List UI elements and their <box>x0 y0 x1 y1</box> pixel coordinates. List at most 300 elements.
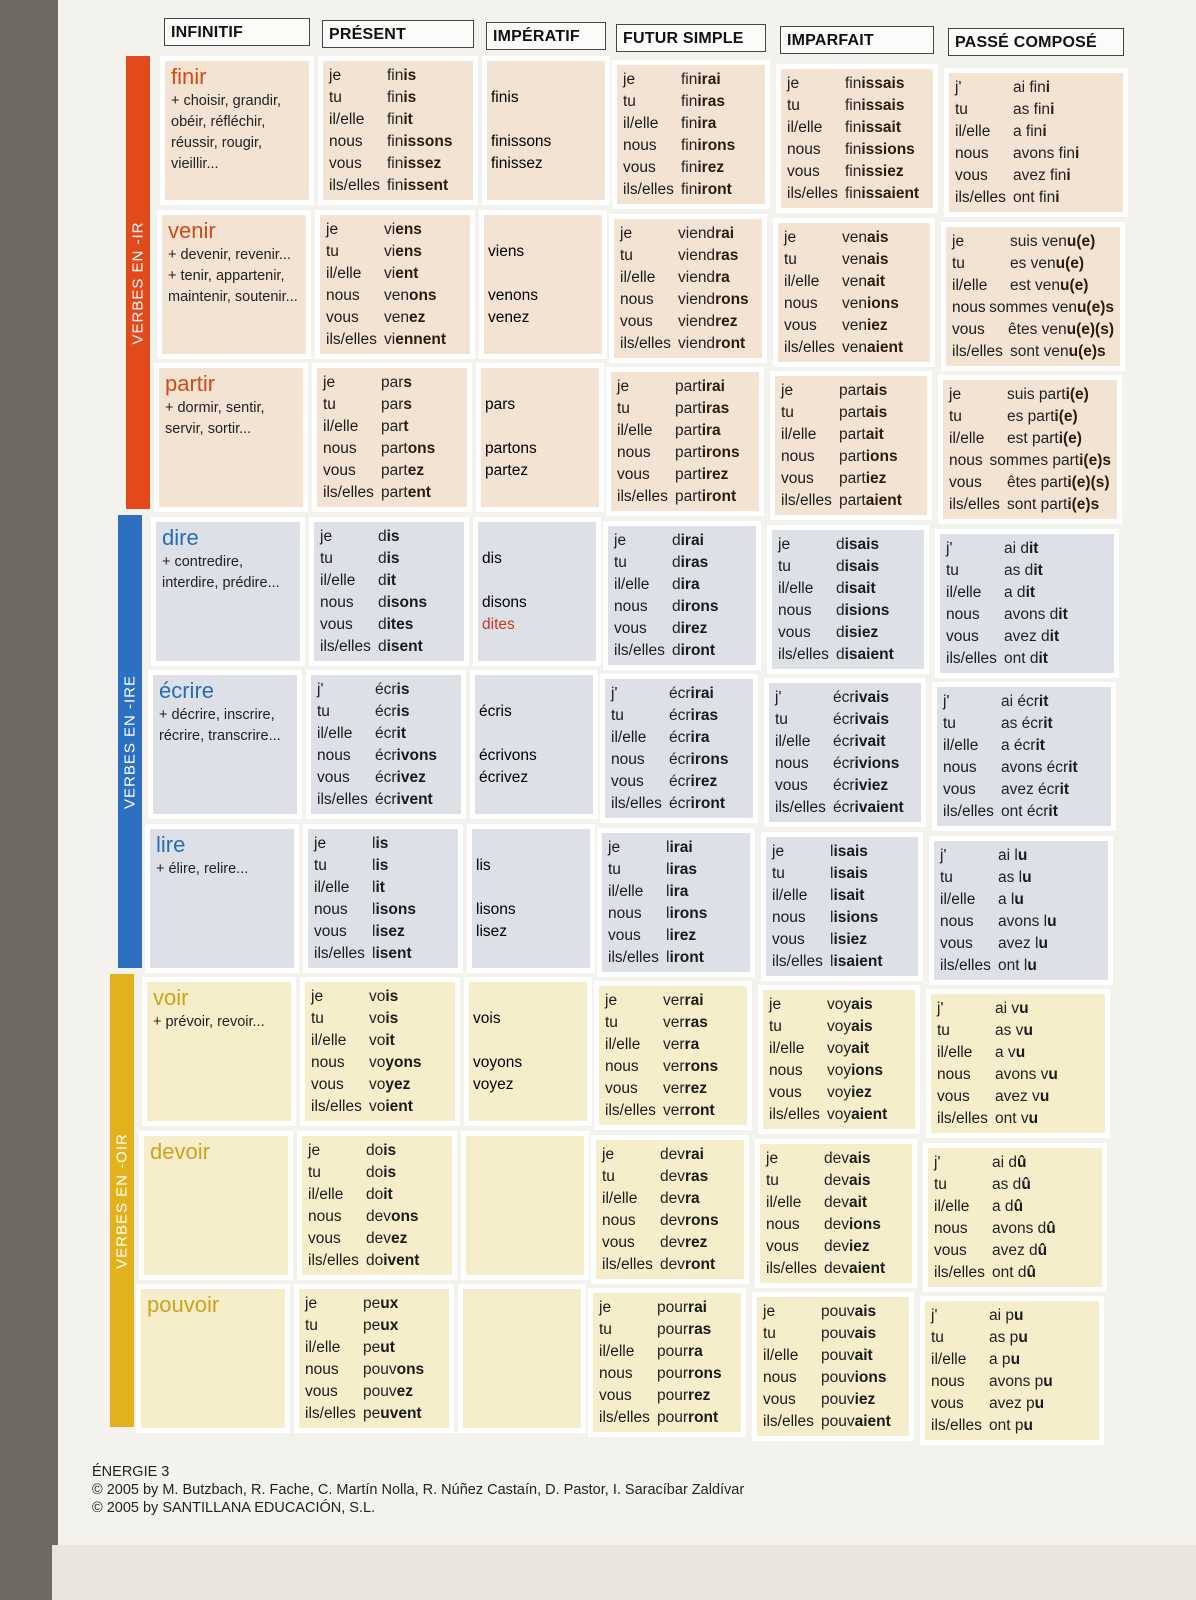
verb-form <box>663 1012 708 1034</box>
verb-form <box>989 1327 1028 1349</box>
pronoun: ils/elles <box>611 795 662 812</box>
pronoun: nous <box>934 1219 968 1237</box>
verb-ending: it <box>1058 605 1068 623</box>
verb-ending: it <box>1059 781 1070 798</box>
verb-stem: dev <box>824 1149 849 1167</box>
verb-stem: dev <box>660 1189 685 1207</box>
verb-form <box>833 709 889 731</box>
conjugation-row <box>620 267 756 289</box>
conjugation-row <box>943 757 1105 779</box>
verb-form <box>830 951 883 973</box>
verb-ending: is <box>375 834 389 852</box>
verb-form <box>381 482 431 504</box>
verb-ending: u <box>1043 1373 1053 1390</box>
imperatif-cell-partir <box>480 367 600 508</box>
pronoun: ils/elles <box>769 1106 820 1123</box>
pronoun: vous <box>605 1080 638 1097</box>
verb-ending: irai <box>680 531 704 549</box>
pronoun: ils/elles <box>946 649 997 667</box>
verb-ending: ent <box>395 264 419 282</box>
pronoun: je <box>305 1295 318 1312</box>
verb-form <box>666 925 696 947</box>
pronoun: ils/elles <box>317 791 368 808</box>
conjugation-row <box>314 899 452 921</box>
pronoun: nous <box>784 294 818 312</box>
conjugation-row <box>311 1074 449 1096</box>
verb-form <box>995 1020 1033 1042</box>
pronoun: nous <box>943 759 977 776</box>
verb-stem: est ven <box>1010 276 1060 294</box>
verb-form <box>827 1016 873 1038</box>
pronoun: il/elle <box>329 111 365 128</box>
verb-stem: êtes part <box>1007 474 1068 491</box>
verb-stem: fin <box>387 177 404 194</box>
pronoun: nous <box>317 747 351 764</box>
conjugation-row <box>605 1056 741 1078</box>
verb-stem: as fin <box>1013 101 1051 118</box>
verb-stem: avez écr <box>1001 781 1060 798</box>
verb-form <box>375 701 409 723</box>
imperatif-form: lis <box>476 856 491 874</box>
verb-stem: a p <box>989 1351 1011 1368</box>
verb-form <box>833 797 904 819</box>
pronoun: je <box>599 1299 612 1316</box>
conjugation-row <box>940 889 1102 911</box>
verb-ending: i <box>1066 167 1071 184</box>
verb-form <box>663 1034 699 1056</box>
verb-form <box>1013 99 1054 121</box>
verb-ending: u <box>1023 1417 1033 1434</box>
verb-ending: u <box>1010 1351 1021 1368</box>
verb-form <box>827 1104 887 1126</box>
imperatif-cell-dire <box>477 521 597 662</box>
futur-cell-venir <box>613 218 763 359</box>
conjugation-row <box>778 644 918 666</box>
verb-stem: pouv <box>821 1413 855 1430</box>
verb-stem: pe <box>363 1317 381 1334</box>
pronoun: ils/elles <box>602 1255 653 1273</box>
verb-ending: isiez <box>844 623 879 641</box>
pronoun: il/elle <box>934 1197 970 1215</box>
pronoun: il/elle <box>314 878 350 896</box>
verb-stem: pour <box>657 1343 689 1360</box>
verb-stem: vi <box>384 264 396 282</box>
infinitive-cell-dire <box>155 521 301 662</box>
verb-ending: u <box>1017 846 1028 864</box>
verb-form <box>1001 735 1045 757</box>
conjugation-row <box>326 219 464 241</box>
conjugation-row <box>763 1301 903 1323</box>
verb-ending: u <box>1047 912 1057 930</box>
verb-stem: l <box>830 908 834 926</box>
verb-stem: part <box>675 488 702 505</box>
pronoun: ils/elles <box>940 956 991 974</box>
pronoun: tu <box>305 1317 318 1334</box>
verb-stem: écr <box>833 711 855 728</box>
verb-form <box>387 131 452 153</box>
pronoun: vous <box>329 155 362 172</box>
verb-ending: rai <box>685 1145 704 1163</box>
verb-ending: ais <box>854 1303 877 1320</box>
imperatif-form: lisons <box>476 900 516 918</box>
pronoun: vous <box>937 1088 970 1105</box>
imperatif-cell-venir <box>483 214 603 355</box>
verb-stem: avons d <box>992 1219 1047 1237</box>
pronoun: vous <box>608 926 641 944</box>
verb-form <box>845 139 915 161</box>
verb-form <box>372 877 385 899</box>
imperatif-form: écrivons <box>479 747 537 764</box>
pronoun: tu <box>784 250 797 268</box>
verb-form <box>378 592 427 614</box>
pronoun: tu <box>949 408 962 425</box>
verb-form <box>836 622 878 644</box>
verb-form <box>833 775 888 797</box>
verb-stem: écr <box>833 689 855 706</box>
conjugation-row <box>599 1407 735 1429</box>
verb-stem: part <box>675 422 702 439</box>
conjugation-row <box>608 947 744 969</box>
verb-stem: voy <box>827 1062 852 1079</box>
pronoun: nous <box>308 1207 342 1225</box>
pronoun: il/elle <box>778 579 814 597</box>
pronoun: nous <box>937 1066 971 1083</box>
verb-stem: voy <box>827 996 852 1013</box>
verb-ending: irai <box>701 378 725 395</box>
verb-stem: par <box>381 418 404 435</box>
conjugation-row <box>317 789 455 811</box>
verb-stem: vo <box>369 1010 386 1027</box>
conjugation-row <box>769 1082 909 1104</box>
conjugation-row <box>308 1228 446 1250</box>
conjugation-row <box>769 1060 909 1082</box>
verb-stem: vo <box>369 988 386 1005</box>
pronoun: ils/elles <box>955 189 1006 206</box>
verb-form <box>678 267 730 289</box>
verb-ending: ons <box>391 1207 419 1225</box>
verb-form <box>678 289 749 311</box>
verb-stem: fin <box>845 97 862 114</box>
imperatif-form: finissons <box>491 133 552 150</box>
verb-stem: ven <box>842 294 867 312</box>
verb-ending: is <box>385 1010 399 1027</box>
conjugation-row <box>778 622 918 644</box>
verb-stem: d <box>836 557 845 575</box>
verb-stem: es part <box>1007 408 1055 425</box>
verb-form <box>1013 77 1050 99</box>
column-header-3: FUTUR SIMPLE <box>616 24 766 52</box>
similar-verbs-line: + choisir, grandir, <box>171 93 282 109</box>
pronoun: vous <box>781 470 814 487</box>
pronoun: tu <box>946 561 959 579</box>
present-cell-partir <box>316 367 468 508</box>
verb-ending: ent <box>407 484 431 501</box>
verb-form <box>992 1196 1023 1218</box>
pronoun: il/elle <box>946 583 982 601</box>
conjugation-row <box>946 604 1108 626</box>
verb-ending: is <box>383 1141 397 1159</box>
verb-form <box>675 464 728 486</box>
pronoun: vous <box>949 474 982 491</box>
conjugation-row <box>305 1359 443 1381</box>
conjugation-row <box>946 648 1108 670</box>
verb-stem: viend <box>678 334 716 352</box>
verb-form <box>672 574 700 596</box>
pronoun: nous <box>952 298 986 316</box>
verb-form <box>839 380 887 402</box>
conjugation-row <box>599 1385 735 1407</box>
verb-form <box>681 179 732 201</box>
conjugation-row <box>614 552 750 574</box>
verb-stem: avez fin <box>1013 167 1067 184</box>
present-cell-pouvoir <box>298 1288 450 1429</box>
verb-stem: écr <box>375 769 397 786</box>
conjugation-row <box>784 249 924 271</box>
pronoun: vous <box>763 1391 796 1408</box>
conjugation-row <box>934 1196 1096 1218</box>
pronoun: ils/elles <box>323 484 374 501</box>
pronoun: ils/elles <box>326 330 377 348</box>
present-cell-venir <box>319 214 471 355</box>
verb-ending: rai <box>688 1299 707 1316</box>
verb-form <box>1013 121 1047 143</box>
verb-ending: ez <box>391 1229 408 1247</box>
verb-ending: it <box>1035 737 1045 754</box>
conjugation-row <box>602 1166 738 1188</box>
verb-stem: pour <box>657 1365 689 1382</box>
verb-ending: ait <box>867 272 886 290</box>
verb-ending: is <box>403 67 417 84</box>
conjugation-row <box>940 955 1102 977</box>
pronoun: vous <box>772 930 805 948</box>
infinitive-verb: partir <box>165 371 216 396</box>
verb-ending: ra <box>684 1036 700 1053</box>
imperatif-cell-pouvoir <box>462 1288 582 1429</box>
pronoun: il/elle <box>614 575 650 593</box>
verb-stem: écr <box>669 773 691 790</box>
verb-ending: rai <box>715 224 735 242</box>
verb-form <box>666 947 704 969</box>
imperatif-cell-écrire <box>474 674 594 815</box>
imperatif-gap <box>491 109 601 131</box>
imperatif-form: écrivez <box>479 769 529 786</box>
verb-stem: vi <box>384 242 396 260</box>
pronoun: il/elle <box>766 1193 802 1211</box>
verb-form <box>998 845 1027 867</box>
verb-form <box>830 841 868 863</box>
imparfait-cell-dire <box>771 529 925 670</box>
conjugation-row <box>308 1184 446 1206</box>
verb-ending: iront <box>690 795 725 812</box>
pronoun: je <box>326 220 339 238</box>
conjugation-row <box>937 1086 1099 1108</box>
conjugation-row <box>781 380 921 402</box>
conjugation-row <box>784 315 924 337</box>
pronoun: nous <box>772 908 806 926</box>
verb-ending: aient <box>849 1259 886 1277</box>
conjugation-row <box>617 442 753 464</box>
conjugation-row <box>952 297 1114 319</box>
verb-stem: a l <box>998 890 1015 908</box>
verb-form <box>1010 231 1095 253</box>
verb-form <box>660 1254 715 1276</box>
verb-stem: suis part <box>1007 386 1066 403</box>
verb-stem: ven <box>384 308 409 326</box>
verb-ending: u <box>1027 956 1037 974</box>
conjugation-row <box>940 845 1102 867</box>
verb-stem: l <box>830 886 834 904</box>
pronoun: ils/elles <box>620 334 671 352</box>
verb-form <box>1007 494 1099 516</box>
verb-ending: isaient <box>844 645 894 663</box>
conjugation-row <box>329 131 467 153</box>
verb-ending: it <box>383 1185 393 1203</box>
verb-stem: d <box>378 593 387 611</box>
verb-form <box>842 227 889 249</box>
verb-ending: ivions <box>854 755 900 772</box>
verb-stem: a fin <box>1013 123 1043 140</box>
pronoun: tu <box>602 1167 615 1185</box>
verb-stem: d <box>836 579 845 597</box>
verb-ending: u(e)(s) <box>1066 320 1114 338</box>
verb-ending: issaient <box>861 185 920 202</box>
verb-form <box>989 1305 1023 1327</box>
verb-stem: ont v <box>995 1110 1029 1127</box>
infinitive-verb: dire <box>162 524 199 550</box>
conjugation-row <box>772 907 912 929</box>
conjugation-row <box>611 771 747 793</box>
conjugation-row <box>599 1297 735 1319</box>
pronoun: nous <box>305 1361 339 1378</box>
verb-form <box>833 753 899 775</box>
verb-stem: ai v <box>995 1000 1020 1017</box>
conjugation-row <box>623 69 759 91</box>
similar-verbs-line: + décrire, inscrire, <box>159 707 275 723</box>
conjugation-row <box>937 1042 1099 1064</box>
pronoun: vous <box>946 627 979 645</box>
pronoun: tu <box>314 856 327 874</box>
verb-ending: i <box>1045 79 1051 96</box>
verb-stem: l <box>666 904 670 922</box>
verb-form <box>998 889 1024 911</box>
verb-stem: dev <box>660 1167 685 1185</box>
verb-ending: it <box>1038 693 1049 710</box>
pronoun: nous <box>931 1373 965 1390</box>
passe-compose-cell-écrire <box>936 686 1112 827</box>
similar-verbs <box>159 705 291 747</box>
verb-stem: fin <box>387 133 404 150</box>
verb-form <box>384 329 446 351</box>
infinitive-verb: lire <box>156 831 186 857</box>
verb-ending: ivons <box>396 747 438 764</box>
conjugation-row <box>778 556 918 578</box>
futur-cell-écrire <box>604 678 754 819</box>
passe-compose-cell-voir <box>930 993 1106 1134</box>
pronoun: ils/elles <box>931 1417 982 1434</box>
conjugation-row <box>940 911 1102 933</box>
pronoun: vous <box>620 312 653 330</box>
verb-stem: fin <box>681 115 698 132</box>
verb-stem: l <box>372 944 376 962</box>
pronoun: je <box>329 67 342 84</box>
pronoun: je <box>320 527 333 545</box>
conjugation-row <box>940 933 1102 955</box>
verb-form <box>998 867 1032 889</box>
similar-verbs-line: réussir, rougir, <box>171 135 263 151</box>
verb-stem: do <box>366 1185 384 1203</box>
imperatif-cell-finir <box>486 60 606 201</box>
verb-stem: part <box>381 484 408 501</box>
pronoun: nous <box>949 452 983 469</box>
verb-stem: fin <box>681 181 698 198</box>
verb-ending: u(e) <box>1055 254 1085 272</box>
pronoun: vous <box>769 1084 802 1101</box>
verb-form <box>845 95 904 117</box>
verb-stem: pouv <box>821 1369 855 1386</box>
pronoun: tu <box>943 715 956 732</box>
conjugation-row <box>614 618 750 640</box>
conjugation-row <box>766 1236 906 1258</box>
conjugation-row <box>326 263 464 285</box>
conjugation-row <box>943 691 1105 713</box>
conjugation-row <box>605 1012 741 1034</box>
verb-form <box>824 1170 871 1192</box>
pronoun: ils/elles <box>787 185 838 202</box>
verb-form <box>836 600 889 622</box>
verb-stem: pour <box>657 1409 689 1426</box>
similar-verbs <box>171 91 303 175</box>
verb-stem: pouv <box>821 1303 855 1320</box>
footer-copyright-authors: © 2005 by M. Butzbach, R. Fache, C. Martín Nolla, R. Núñez Castaín, D. Pastor, I. Saracíbar Zaldívar <box>92 1482 745 1498</box>
verb-ending: u <box>1019 1000 1029 1017</box>
verb-stem: d <box>836 645 845 663</box>
verb-form <box>381 416 409 438</box>
verb-form <box>669 771 717 793</box>
pronoun: nous <box>778 601 812 619</box>
verb-ending: i(e) <box>1054 408 1078 425</box>
group-label: VERBES EN -OIR <box>113 1132 131 1269</box>
verb-ending: issions <box>861 141 915 158</box>
verb-form <box>1004 582 1035 604</box>
verb-form <box>378 636 423 658</box>
verb-ending: u <box>1015 1044 1026 1061</box>
pronoun: tu <box>323 396 336 413</box>
verb-ending: ront <box>684 1102 715 1119</box>
conjugation-row <box>602 1232 738 1254</box>
pronoun: il/elle <box>602 1189 638 1207</box>
verb-ending: it <box>396 725 407 742</box>
verb-form <box>998 911 1057 933</box>
verb-ending: it <box>1025 583 1036 601</box>
verb-form <box>839 402 887 424</box>
verb-ending: ux <box>380 1295 399 1312</box>
similar-verbs-line: + contredire, <box>162 553 244 570</box>
conjugation-row <box>329 153 467 175</box>
verb-form <box>830 907 878 929</box>
conjugation-row <box>314 921 452 943</box>
conjugation-row <box>769 1016 909 1038</box>
verb-form <box>1001 779 1069 801</box>
passe-compose-cell-lire <box>933 840 1109 981</box>
conjugation-row <box>946 538 1108 560</box>
verb-ending: ais <box>851 1018 873 1035</box>
verb-stem: ai écr <box>1001 693 1039 710</box>
similar-verbs <box>165 398 297 440</box>
conjugation-row <box>763 1367 903 1389</box>
pronoun: ils/elles <box>772 952 823 970</box>
conjugation-row <box>949 472 1111 494</box>
conjugation-row <box>317 723 455 745</box>
